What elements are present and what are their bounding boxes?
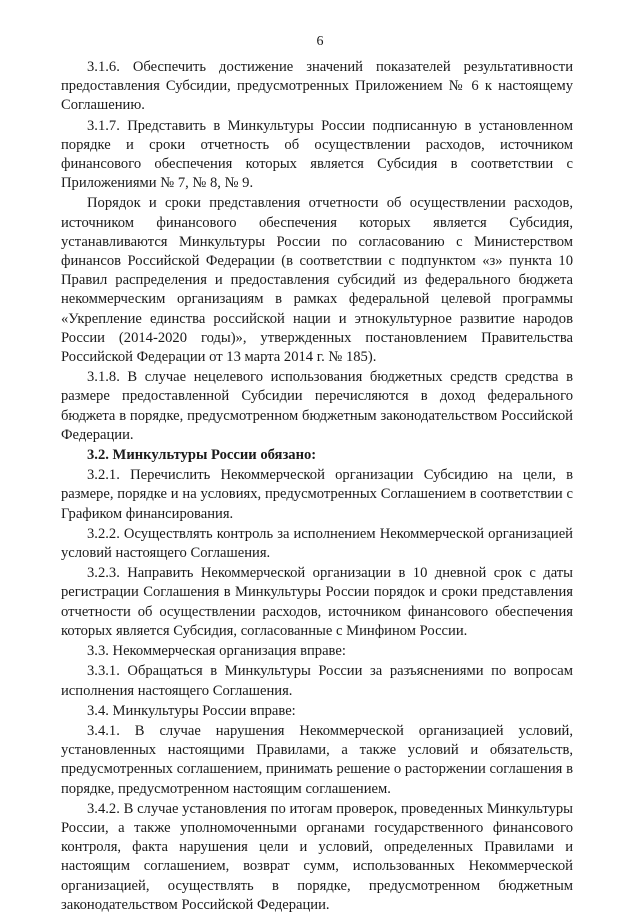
section-heading-3-4: 3.4. Минкультуры России вправе: <box>87 702 296 719</box>
section-heading-3-2: 3.2. Минкультуры России обязано: <box>87 447 317 464</box>
paragraph-3-1-7: 3.1.7. Представить в Минкультуры России подписанную в установленном порядке и сроки отчетность об осуществлении расходов, источником финансового обеспечения которых является Субсидия в соответствии с Приложениями № 7, № 8, № 9. <box>61 117 573 192</box>
paragraph-3-1-8: 3.1.8. В случае нецелевого использования бюджетных средств средства в размере предоставленной Субсидии перечисляются в доход федерального бюджета в порядке, предусмотренном бюджетным законодательством Российской Федерации. <box>61 369 573 443</box>
paragraph-3-3-1: 3.3.1. Обращаться в Минкультуры России за разъяснениями по вопросам исполнения настоящего Соглашения. <box>61 663 573 699</box>
paragraph-3-2-1: 3.2.1. Перечислить Некоммерческой организации Субсидию на цели, в размере, порядке и на условиях, предусмотренных Соглашением в соответствии с Графиком финансирования. <box>61 467 573 522</box>
paragraph-3-1-6: 3.1.6. Обеспечить достижение значений показателей результативности предоставления Субсидии, предусмотренных Приложением № 6 к настоящему Соглашению. <box>61 59 573 114</box>
paragraph-3-2-3: 3.2.3. Направить Некоммерческой организации в 10 дневной срок с даты регистрации Соглашения в Минкультуры России порядок и сроки представления отчетности об осуществлении расходов, источником финансового обеспечения которых является Субсидия, согласованные с Минфином России. <box>61 565 573 639</box>
page-number: 6 <box>316 34 324 49</box>
document-body <box>61 58 573 916</box>
paragraph-3-4-2: 3.4.2. В случае установления по итогам проверок, проведенных Минкультуры России, а также уполномоченными органами государственного финансового контроля, факта нарушения цели и условий, определенных Правилами и настоящим соглашением, возврат сумм, использованных Некоммерческой организацией, осуществлять в порядке, предусмотренном бюджетным законодательством Российской Федерации. <box>61 800 573 913</box>
paragraph-reporting-procedure: Порядок и сроки представления отчетности об осуществлении расходов, источником финансового обеспечения которых является Субсидия, устанавливаются Минкультуры России по согласованию с Министерством финансов Российской Федерации (в соответствии с подпунктом «з» пункта 10 Правил распределения и предоставления субсидий из федерального бюджета некоммерческим организациям в рамках федеральной целевой программы «Укрепление единства российской нации и этнокультурное развитие народов России (2014-2020 годы)», утвержденных постановлением Правительства Российской Федерации от 13 марта 2014 г. № 185). <box>61 195 573 366</box>
paragraph-3-4-1: 3.4.1. В случае нарушения Некоммерческой организацией условий, установленных настоящими Правилами, а также условий и обязательств, предусмотренных соглашением, принимать решение о расторжении соглашения в порядке, предусмотренном настоящим соглашением. <box>61 722 573 797</box>
section-heading-3-3: 3.3. Некоммерческая организация вправе: <box>87 643 346 660</box>
paragraph-3-2-2: 3.2.2. Осуществлять контроль за исполнением Некоммерческой организацией условий настоящего Соглашения. <box>61 525 573 562</box>
